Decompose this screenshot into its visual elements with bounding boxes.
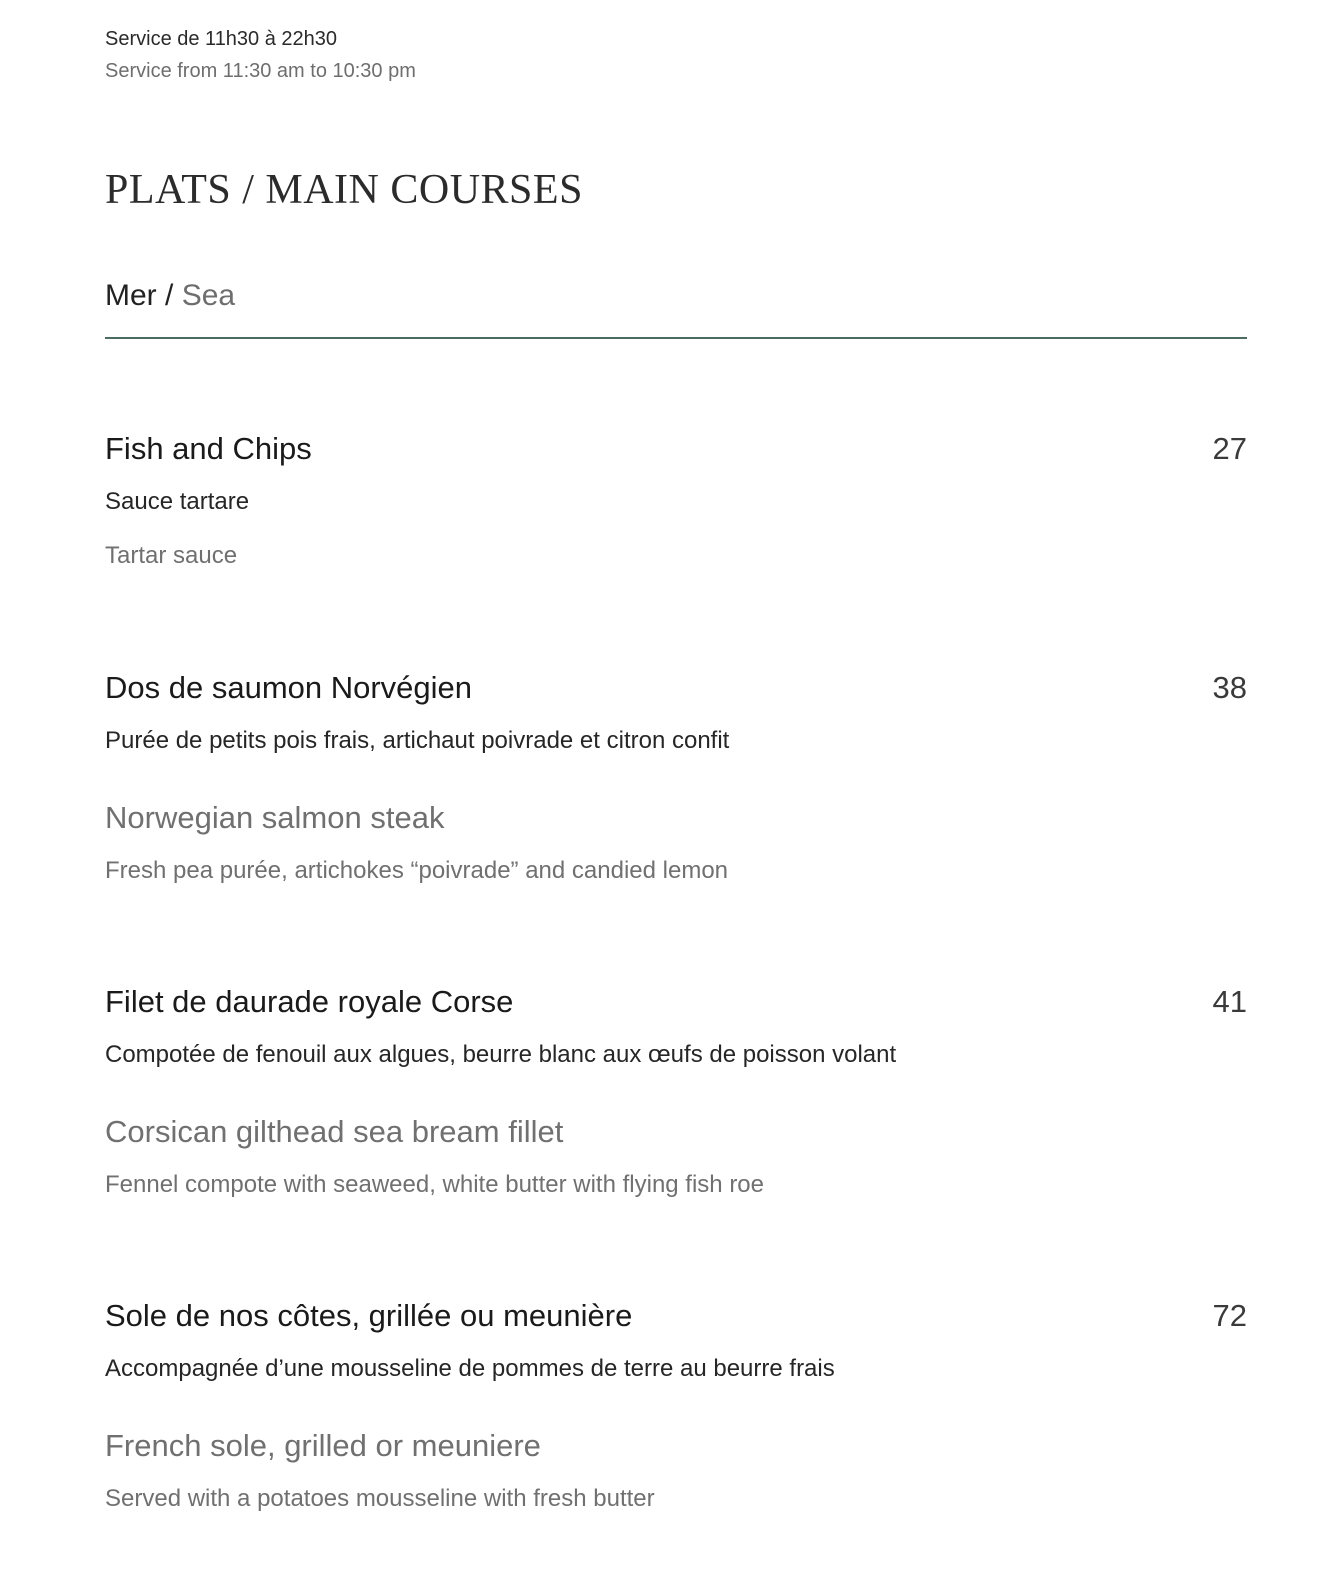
dish-price: 41 — [1212, 984, 1247, 1019]
dish-description-en: Fennel compote with seaweed, white butter with flying fish roe — [105, 1171, 765, 1198]
dish-description-fr: Accompagnée d’une mousseline de pommes de terre au beurre frais — [105, 1355, 835, 1382]
dish-description-en: Tartar sauce — [105, 542, 238, 569]
dish-name-fr: Filet de daurade royale Corse — [105, 984, 514, 1019]
dish-description-fr: Compotée de fenouil aux algues, beurre blanc aux œufs de poisson volant — [105, 1041, 897, 1068]
category-name-en: Sea — [181, 279, 236, 312]
dish-description-en: Served with a potatoes mousseline with fresh butter — [105, 1485, 655, 1512]
dish-name-en: Norwegian salmon steak — [105, 800, 445, 835]
section-title: PLATS / MAIN COURSES — [105, 167, 583, 213]
category-divider — [105, 337, 1247, 339]
dish-description-fr: Sauce tartare — [105, 488, 250, 515]
dish-name-fr: Dos de saumon Norvégien — [105, 670, 473, 705]
dish-name-en: French sole, grilled or meuniere — [105, 1428, 541, 1463]
dish-price: 38 — [1212, 670, 1247, 705]
category-name-fr: Mer — [105, 279, 157, 312]
category-separator: / — [156, 279, 182, 312]
dish-name-en: Corsican gilthead sea bream fillet — [105, 1114, 564, 1149]
dish-description-fr: Purée de petits pois frais, artichaut poivrade et citron confit — [105, 727, 730, 754]
service-hours-en: Service from 11:30 am to 10:30 pm — [105, 60, 416, 82]
dish-name-fr: Sole de nos côtes, grillée ou meunière — [105, 1298, 633, 1333]
dish-price: 72 — [1212, 1298, 1247, 1333]
dish-name-fr: Fish and Chips — [105, 431, 312, 466]
category-heading — [105, 279, 235, 313]
dish-description-en: Fresh pea purée, artichokes “poivrade” and candied lemon — [105, 857, 729, 884]
service-hours-fr: Service de 11h30 à 22h30 — [105, 28, 338, 50]
dish-price: 27 — [1212, 431, 1247, 466]
